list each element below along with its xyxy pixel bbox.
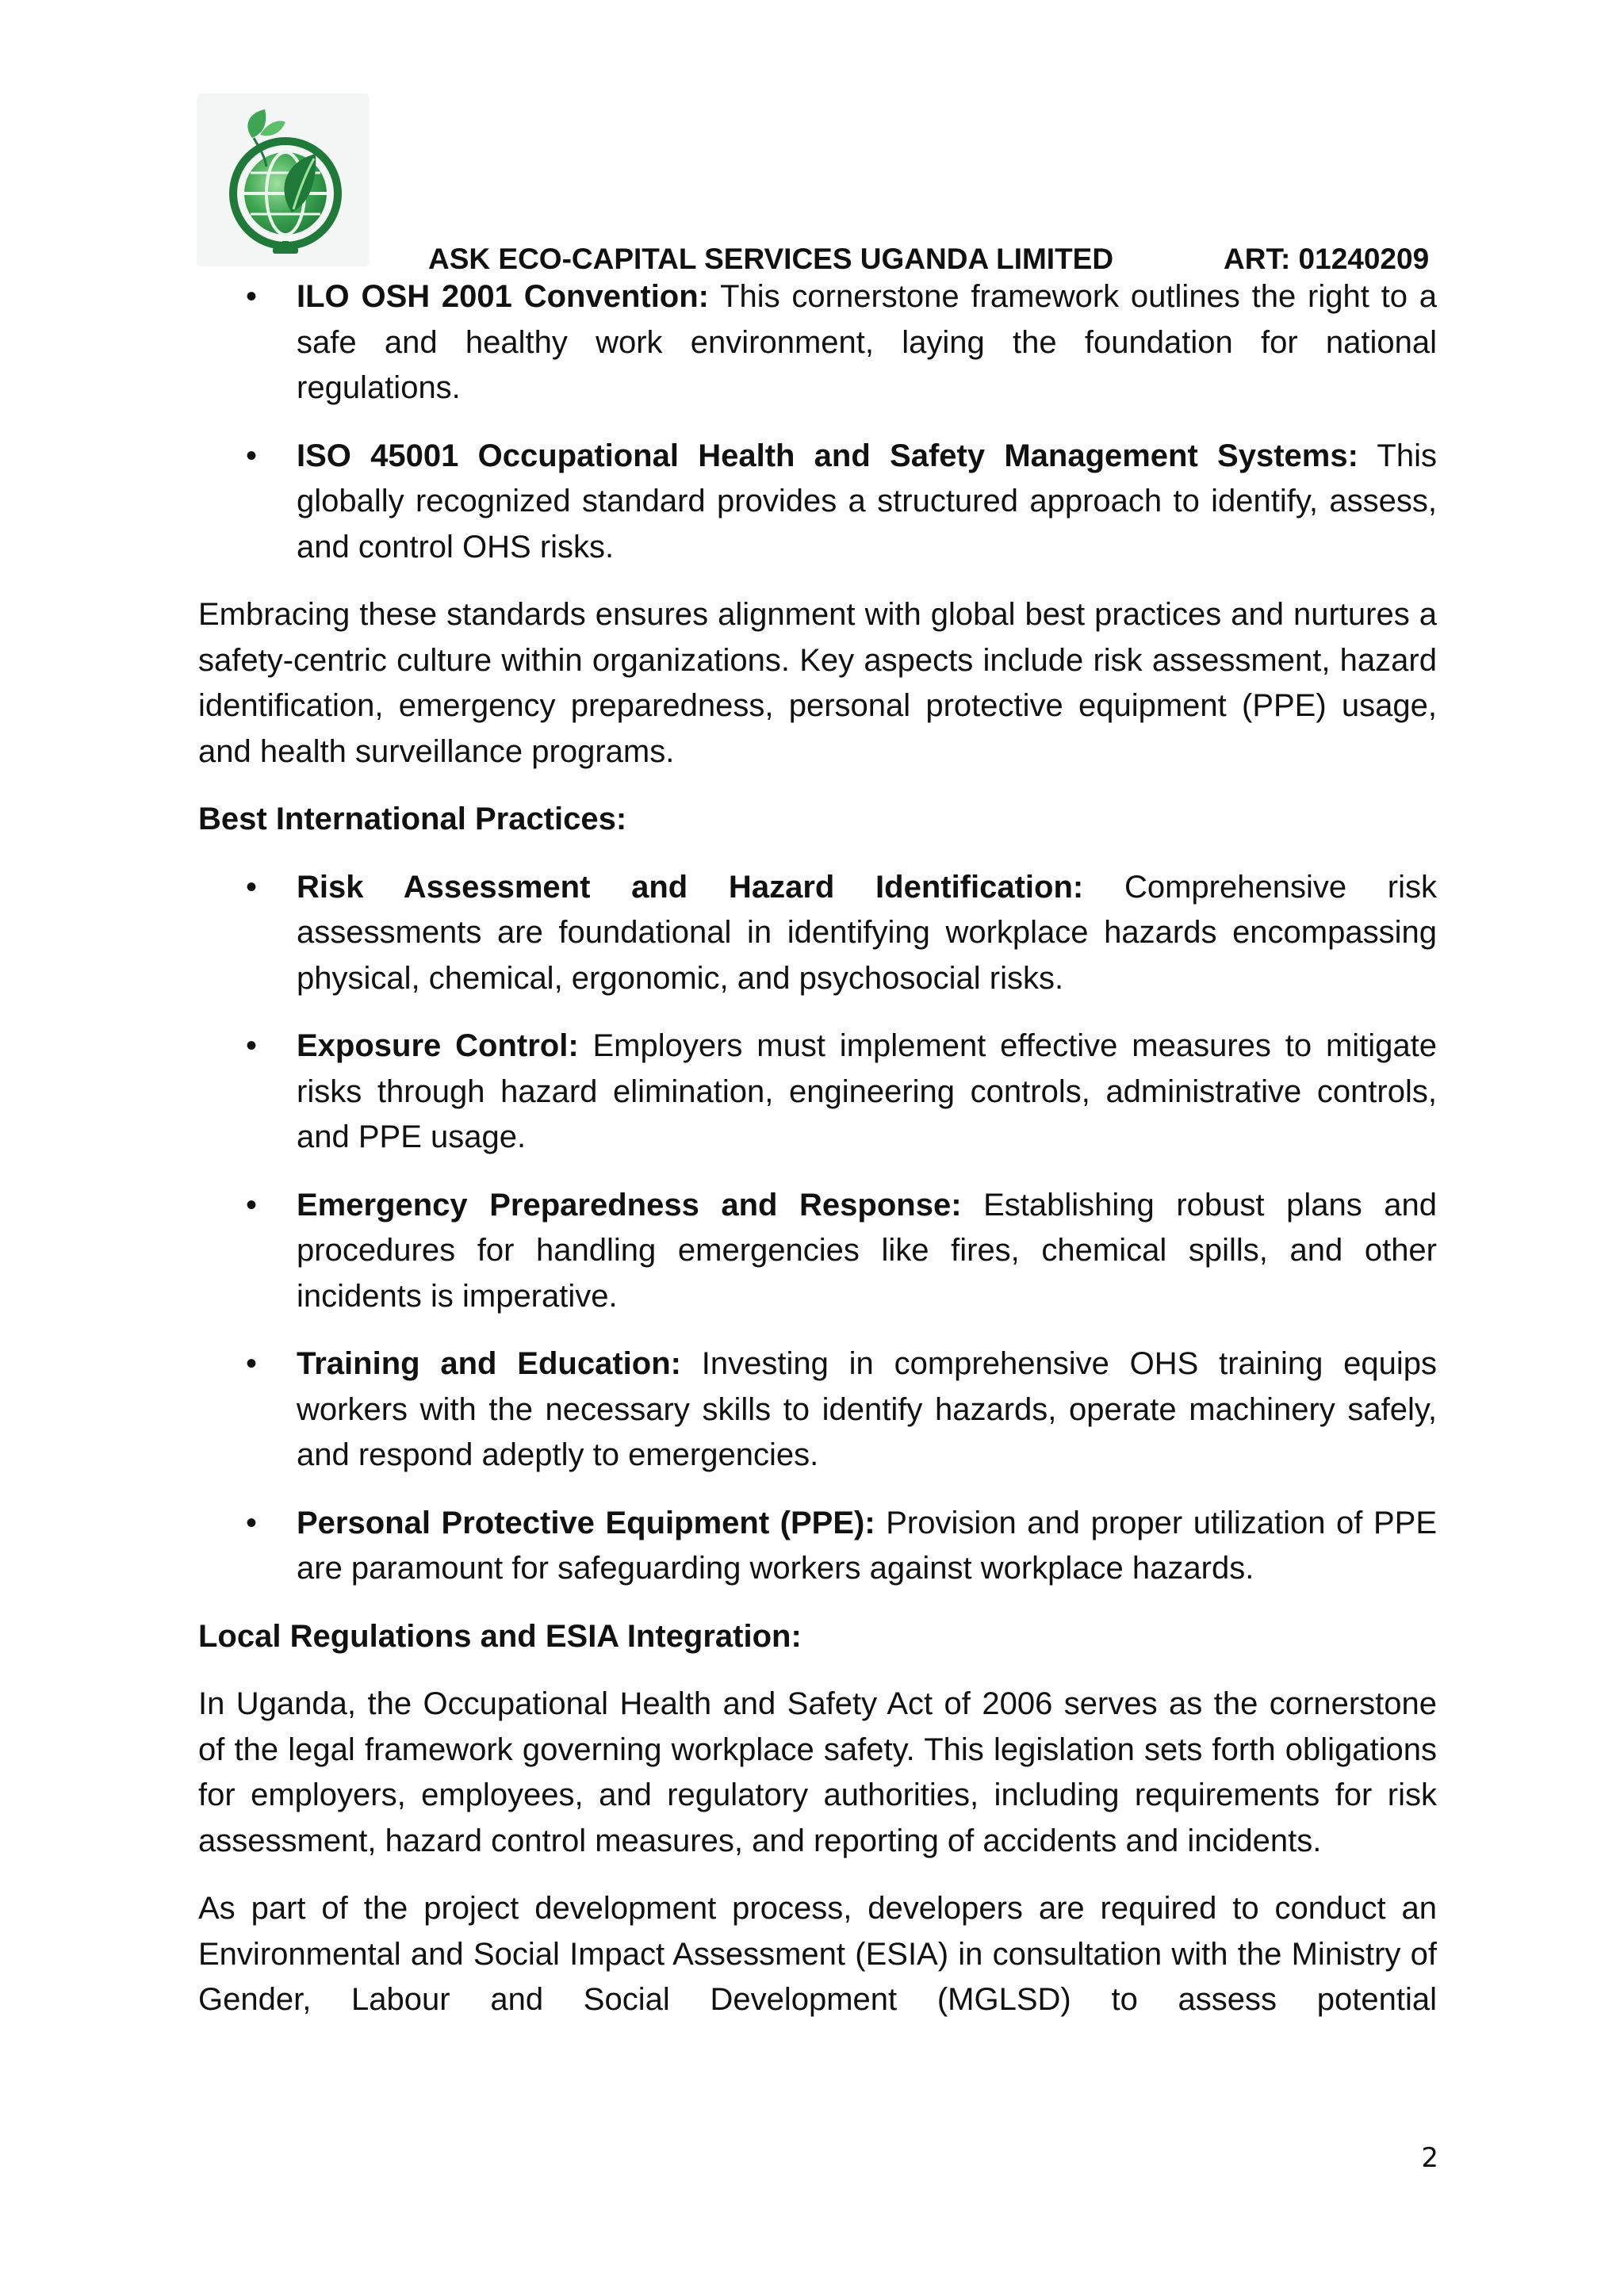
list-item — [198, 274, 1437, 411]
list-item-text: Employers must implement effective measures to mitigate risks through hazard elimination, engineering controls, administrative controls, and PPE usage. — [297, 1028, 1437, 1154]
eco-globe-leaf-logo-icon — [197, 94, 370, 266]
list-item-term: Exposure Control: — [297, 1028, 579, 1063]
list-item — [198, 434, 1437, 571]
page-number: 2 — [1421, 2142, 1438, 2174]
bullet-icon: • — [246, 869, 258, 905]
esia-paragraph: As part of the project development process, developers are required to conduct an Environmental and Social Impact Assessment (ESIA) in consultation with the Ministry of Gender, Labour and Social Development (MGLSD) to assess potential — [198, 1891, 1437, 2017]
list-item-text: Establishing robust plans and procedures for handling emergencies like fires, chemical spills, and other incidents is imperative. — [297, 1187, 1438, 1314]
list-item — [198, 1183, 1437, 1320]
standards-paragraph: Embracing these standards ensures alignment with global best practices and nurtures a safety-centric culture within organizations. Key aspects include risk assessment, hazard identification, emergency preparedness, personal protective equipment (PPE) usage, and health surveillance programs. — [198, 597, 1437, 769]
list-item — [198, 1341, 1437, 1479]
bullet-icon: • — [246, 1028, 258, 1063]
list-item-term: Emergency Preparedness and Response: — [297, 1187, 962, 1223]
standards-list — [198, 274, 1437, 570]
list-item — [198, 865, 1437, 1002]
list-item — [198, 1024, 1437, 1161]
bullet-icon: • — [246, 1346, 258, 1381]
list-item — [198, 1501, 1437, 1592]
document-body — [198, 274, 1437, 2045]
list-item-term: Training and Education: — [297, 1346, 681, 1381]
bullet-icon: • — [246, 279, 258, 314]
bullet-icon: • — [246, 1505, 258, 1540]
company-name: ASK ECO-CAPITAL SERVICES UGANDA LIMITED — [428, 243, 1114, 275]
list-item-text: This globally recognized standard provides a structured approach to identify, assess, and control OHS risks. — [297, 438, 1437, 564]
list-item-term: ILO OSH 2001 Convention: — [297, 279, 709, 314]
list-item-term: Risk Assessment and Hazard Identification: — [297, 869, 1084, 905]
document-header — [428, 241, 1435, 277]
list-item-text: Provision and proper utilization of PPE are paramount for safeguarding workers against workplace hazards. — [297, 1505, 1437, 1586]
list-item-text: Investing in comprehensive OHS training equips workers with the necessary skills to identify hazards, operate machinery safely, and respond adeptly to emergencies. — [297, 1346, 1437, 1472]
local-regulations-paragraph: In Uganda, the Occupational Health and Safety Act of 2006 serves as the cornerstone of the legal framework governing workplace safety. This legislation sets forth obligations for employers, employees, and regulatory authorities, including requirements for risk assessment, hazard control measures, and reporting of accidents and incidents. — [198, 1686, 1437, 1858]
list-item-text: This cornerstone framework outlines the right to a safe and healthy work environment, laying the foundation for national regulations. — [297, 279, 1437, 405]
best-practices-list — [198, 865, 1437, 1592]
bullet-icon: • — [246, 438, 258, 473]
bullet-icon: • — [246, 1187, 258, 1223]
section-heading-local-regulations: Local Regulations and ESIA Integration: — [198, 1618, 802, 1654]
list-item-term: ISO 45001 Occupational Health and Safety Management Systems: — [297, 438, 1358, 473]
list-item-term: Personal Protective Equipment (PPE): — [297, 1505, 875, 1540]
section-heading-best-practices: Best International Practices: — [198, 802, 627, 836]
reference-number: ART: 01240209 — [1224, 243, 1430, 275]
list-item-text: Comprehensive risk assessments are foundational in identifying workplace hazards encompassing physical, chemical, ergonomic, and psychosocial risks. — [297, 869, 1437, 996]
